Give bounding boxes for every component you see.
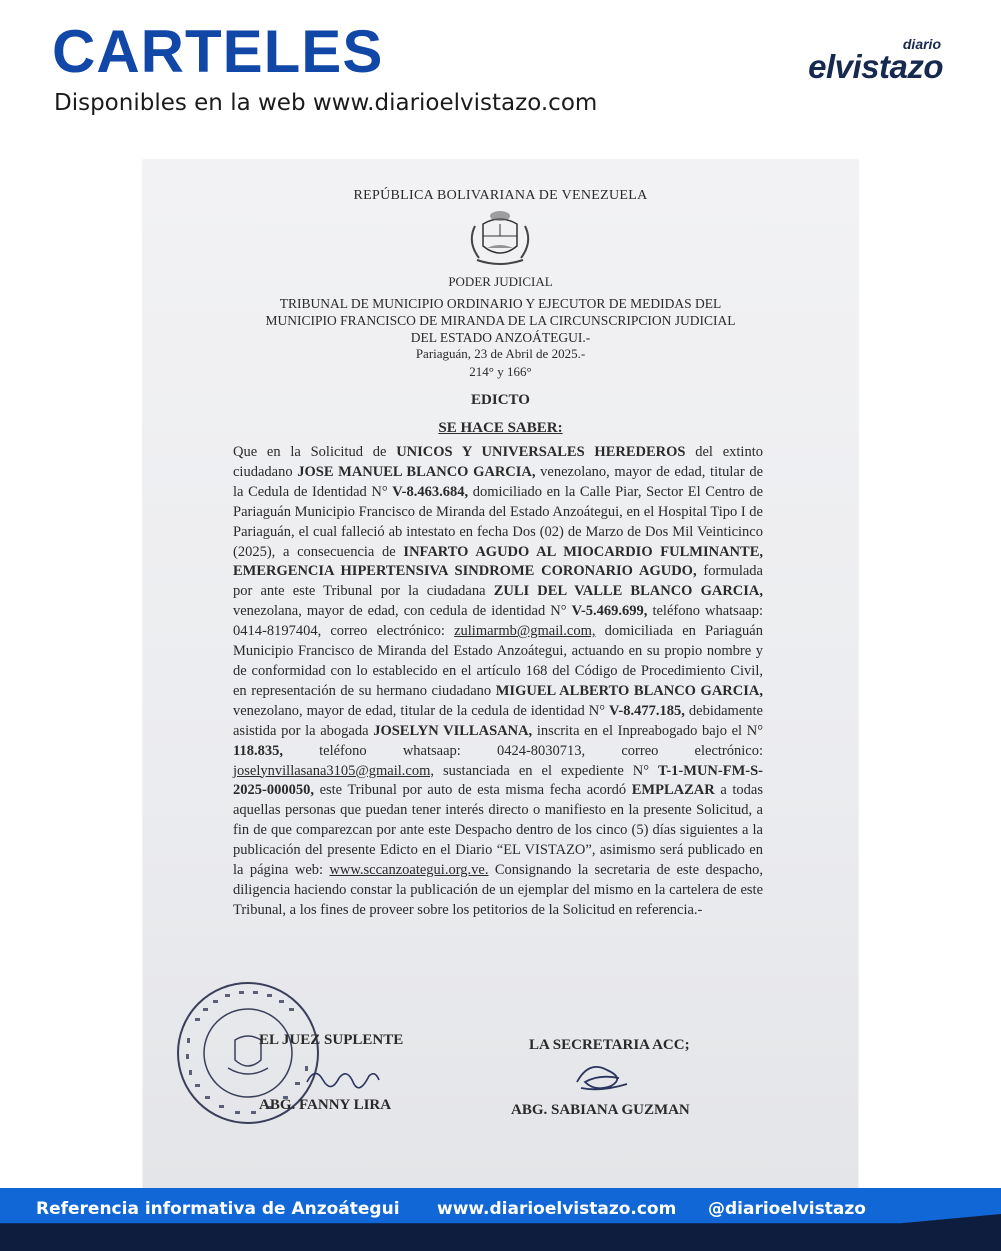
brand-logo [808, 38, 943, 86]
coat-of-arms-icon [457, 206, 543, 268]
judge-title: EL JUEZ SUPLENTE [259, 1032, 404, 1048]
brand-small-text: diario [902, 36, 941, 52]
doc-tribunal-line-1: TRIBUNAL DE MUNICIPIO ORDINARIO Y EJECUTOR DE MEDIDAS DEL [279, 296, 722, 311]
doc-body-paragraph: Que en la Solicitud de UNICOS Y UNIVERSALES HEREDEROS del extinto ciudadano JOSE MANUEL BLANCO GARCIA, venezolano, mayor de edad, titular de la Cedula de Identidad N° V-8.463.684, domiciliado en la Calle Piar, Sector El Centro de Pariaguán Municipio Francisco de Miranda del Estado Anzoátegui, en el Hospital Tipo I de Pariaguán, el cual falleció ab intestato en fecha Dos (02) de Marzo de Dos Mil Veinticinco (2025), a consecuencia de INFARTO AGUDO AL MIOCARDIO FULMINANTE, EMERGENCIA HIPERTENSIVA SINDROME CORONARIO AGUDO, formulada por ante este Tribunal por la ciudadana ZULI DEL VALLE BLANCO GARCIA, venezolana, mayor de edad, con cedula de identidad N° V-5.469.699, teléfono whatsaap: 0414-8197404, correo electrónico: zulimarmb@gmail.com, domiciliada en Pariaguán Municipio Francisco de Miranda del Estado Anzoátegui, actuando en su propio nombre y de conformidad con lo establecido en el artículo 168 del Código de Procedimiento Civil, en representación de su hermano ciudadano MIGUEL ALBERTO BLANCO GARCIA, venezolano, mayor de edad, titular de la cedula de identidad N° V-8.477.185, debidamente asistida por la abogada JOSELYN VILLASANA, inscrita en el Inpreabogado bajo el N° 118.835, teléfono whatsaap: 0424-8030713, correo electrónico: joselynvillasana3105@gmail.com, sustanciada en el expediente N° T-1-MUN-FM-S-2025-000050, este Tribunal por auto de esta misma fecha acordó EMPLAZAR a todas aquellas personas que puedan tener interés directo o manifiesto en la presente Solicitud, a fin de que comparezcan por ante este Despacho dentro de los cinco (5) días siguientes a la publicación del presente Edicto en el Diario “EL VISTAZO”, asimismo será publicado en la página web: www.sccanzoategui.org.ve. Consignando la secretaria de este despacho, diligencia haciendo constar la publicación de un ejemplar del mismo en la cartelera de este Tribunal, a los fines de proveer sobre los petitorios de la Solicitud en referencia.- [233, 444, 764, 918]
scanned-document [143, 160, 858, 1190]
secretary-signature [569, 1056, 635, 1096]
footer-social-handle[interactable]: @diarioelvistazo [708, 1199, 866, 1219]
judge-signature [303, 1060, 383, 1094]
doc-heading-edicto: EDICTO [471, 392, 530, 408]
doc-poder-judicial: PODER JUDICIAL [448, 274, 553, 289]
page-subtitle: Disponibles en la web www.diarioelvistazo.com [54, 90, 598, 116]
page-title: CARTELES [52, 18, 384, 85]
doc-tribunal-line-3: DEL ESTADO ANZOÁTEGUI.- [410, 330, 591, 345]
brand-main-text: elvistazo [808, 48, 943, 85]
footer-tagline: Referencia informativa de Anzoátegui [36, 1199, 400, 1219]
email-zuli-link: zulimarmb@gmail.com, [454, 623, 596, 640]
doc-years: 214° y 166° [469, 364, 532, 379]
judge-name: ABG. FANNY LIRA [259, 1097, 392, 1113]
secretary-name: ABG. SABIANA GUZMAN [511, 1102, 690, 1118]
doc-heading-hace-saber: SE HACE SABER: [438, 420, 563, 436]
doc-tribunal [143, 295, 858, 346]
doc-date: Pariaguán, 23 de Abril de 2025.- [415, 346, 586, 361]
footer-website[interactable]: www.diarioelvistazo.com [437, 1199, 677, 1219]
doc-tribunal-line-2: MUNICIPIO FRANCISCO DE MIRANDA DE LA CIRCUNSCRIPCION JUDICIAL [265, 313, 736, 328]
email-joselyn-link: joselynvillasana3105@gmail.com, [233, 762, 435, 779]
website-link: www.sccanzoategui.org.ve. [329, 862, 489, 879]
secretary-title: LA SECRETARIA ACC; [529, 1037, 690, 1053]
doc-republica: REPÚBLICA BOLIVARIANA DE VENEZUELA [353, 188, 648, 203]
